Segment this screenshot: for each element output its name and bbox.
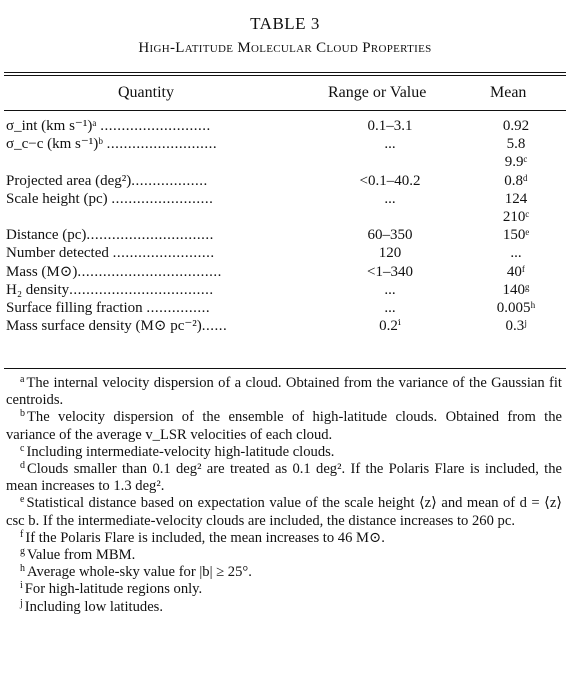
table-row: [0, 226, 570, 244]
table-note: $^i$ For high-latitude regions only.: [20, 580, 203, 598]
row-mean: 40ᶠ: [506, 263, 526, 280]
table-row: [0, 208, 570, 226]
row-quantity: H₂ density..................................: [6, 281, 214, 298]
row-range: ...: [384, 281, 396, 298]
table-note: $^h$ Average whole-sky value for |b| ≥ 25°.: [20, 563, 252, 581]
table-note: $^c$ Including intermediate-velocity high-latitude clouds.: [20, 442, 335, 460]
row-quantity: Surface filling fraction ...............: [6, 299, 211, 316]
row-range: ...: [384, 190, 396, 207]
table-row: [0, 299, 570, 317]
row-mean: ...: [510, 245, 522, 262]
row-range: ...: [384, 299, 396, 316]
table-row: [0, 153, 570, 171]
row-mean: 5.8: [506, 136, 526, 153]
row-mean: 124: [504, 190, 528, 207]
bottom-rule: [4, 368, 566, 369]
row-range: 0.1–3.1: [367, 118, 413, 134]
table-row: [0, 172, 570, 190]
table-notes: [6, 375, 562, 616]
table-row: [0, 281, 570, 299]
row-mean: 9.9ᶜ: [504, 154, 528, 171]
row-mean: 0.92: [502, 118, 530, 134]
row-quantity: Projected area (deg²)..................: [6, 172, 208, 189]
column-header-range: Range or Value: [328, 84, 427, 101]
table-title: High-Latitude Molecular Cloud Properties: [138, 40, 432, 56]
row-mean: 140ᵍ: [502, 281, 530, 298]
table-row: [0, 117, 570, 135]
table-row: [0, 135, 570, 153]
table-note: $^d$ Clouds smaller than 0.1 deg² are treated as 0.1 deg². If the Polaris Flare is included, the mean increases to 1.3 deg².: [6, 460, 562, 495]
row-range: 60–350: [367, 227, 413, 244]
table-note: $^e$ Statistical distance based on expectation value of the scale height ⟨z⟩ and mean of d = ⟨z⟩ csc b. If the intermediate-velocity clouds are included, the distance increases to 260 pc.: [6, 494, 562, 529]
table-row: [0, 317, 570, 335]
table-note: $^f$ If the Polaris Flare is included, the mean increases to 46 M⊙.: [20, 528, 385, 546]
table-note: $^a$ The internal velocity dispersion of a cloud. Obtained from the variance of the Gaussian fit centroids.: [6, 374, 562, 409]
row-range: <0.1–40.2: [359, 172, 421, 189]
top-rule-double: [4, 75, 566, 76]
top-rule: [4, 72, 566, 73]
row-mean: 0.005ʰ: [496, 299, 536, 316]
row-range: 0.2ⁱ: [379, 318, 401, 335]
table-note: $^b$ The velocity dispersion of the ensemble of high-latitude clouds. Obtained from the variance of the average v_LSR velocities of each cloud.: [6, 408, 562, 443]
row-mean: 0.3ʲ: [505, 318, 527, 335]
row-quantity: σ_int (km s⁻¹)ᵃ ..........................: [6, 118, 211, 134]
table-body: [0, 117, 570, 335]
row-range: <1–340: [367, 263, 413, 280]
table-row: [0, 190, 570, 208]
row-quantity: Scale height (pc) ........................: [6, 190, 214, 207]
column-header-mean: Mean: [490, 84, 527, 101]
row-mean: 0.8ᵈ: [504, 172, 528, 189]
row-quantity: σ_c−c (km s⁻¹)ᵇ ..........................: [6, 136, 218, 153]
table-row: [0, 263, 570, 281]
header-rule: [4, 110, 566, 111]
table-number: TABLE 3: [250, 14, 320, 33]
row-quantity: Number detected ........................: [6, 245, 215, 262]
column-header-quantity: Quantity: [118, 84, 174, 101]
table-note: $^j$ Including low latitudes.: [20, 597, 163, 615]
row-quantity: Mass (M⊙)..................................: [6, 263, 222, 280]
table-note: $^g$ Value from MBM.: [20, 546, 136, 564]
row-range: 120: [378, 245, 402, 262]
row-mean: 150ᵉ: [502, 227, 530, 244]
row-mean: 210ᶜ: [502, 208, 530, 225]
row-quantity: Distance (pc)..............................: [6, 227, 214, 244]
row-quantity: Mass surface density (M⊙ pc⁻²)......: [6, 318, 228, 335]
table-row: [0, 244, 570, 262]
row-range: ...: [384, 136, 396, 153]
